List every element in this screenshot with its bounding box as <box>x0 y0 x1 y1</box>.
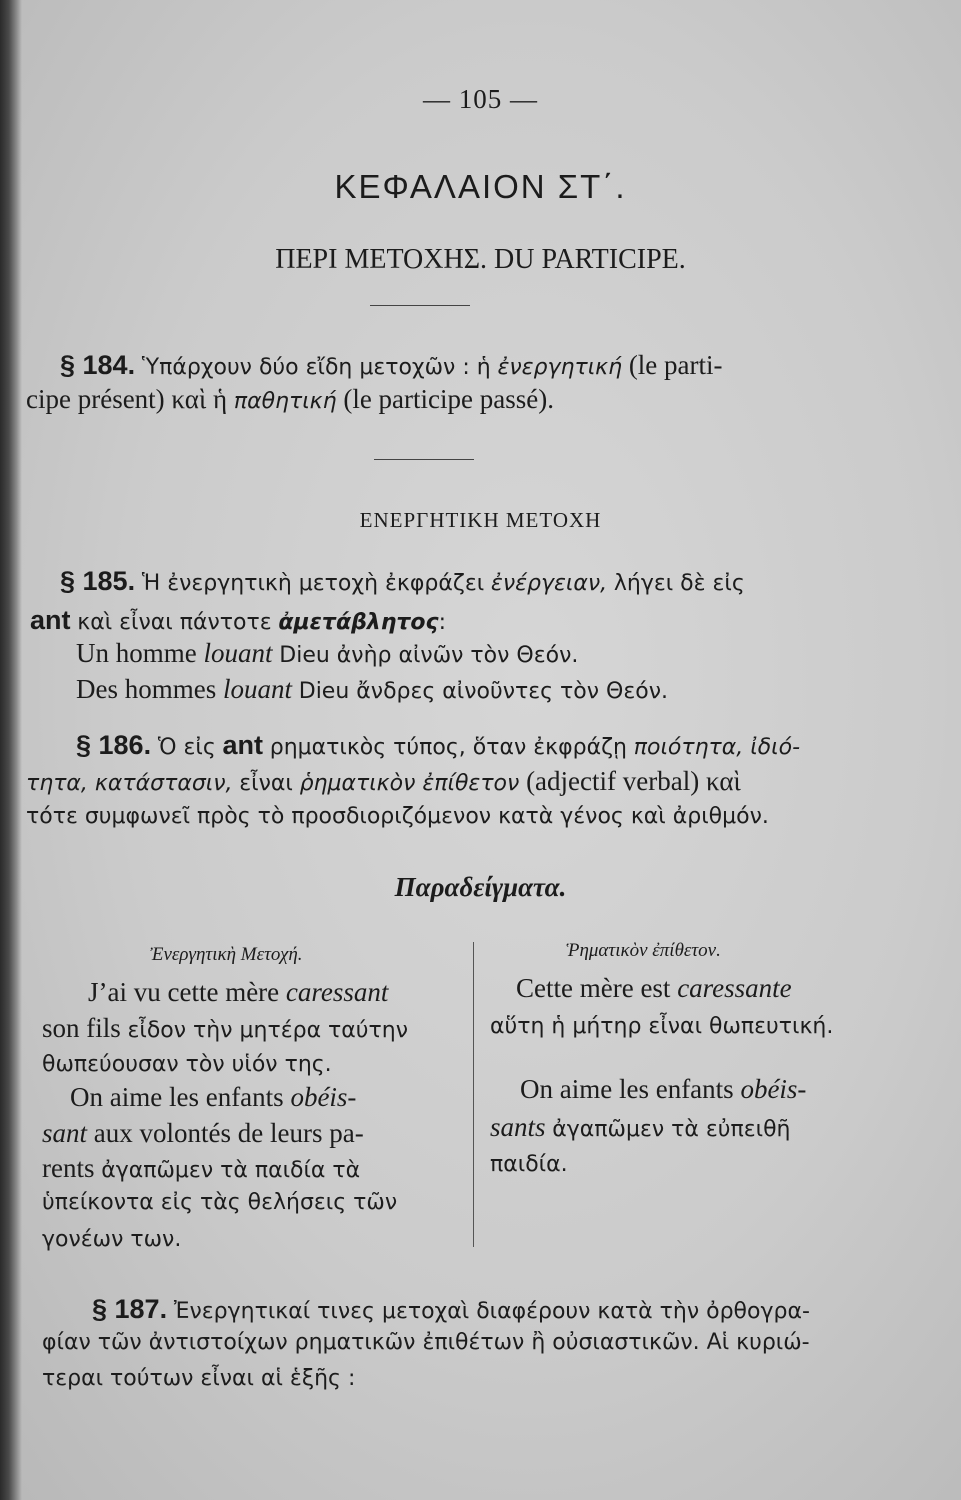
example-185-1: Un homme louant Dieu ἀνὴρ αἰνῶν τὸν Θεόν. <box>76 638 579 668</box>
divider-rule <box>374 459 474 460</box>
section-number-185: § 185. <box>60 566 136 596</box>
example-185-2: Des hommes louant Dieu ἄνδρες αἰνοῦντες τὸν Θεόν. <box>76 674 668 704</box>
left-example-1-line-2: son fils εἶδον τὴν μητέρα ταύτην <box>42 1013 409 1043</box>
right-example-2-line-2: sants ἀγαπῶμεν τὰ εὐπειθῆ <box>490 1112 791 1142</box>
paragraph-185-line-2: ant καὶ εἶναι πάντοτε ἀμετάβλητος: <box>30 605 447 635</box>
section-number-184: § 184. <box>60 350 136 380</box>
left-example-2-line-1: On aime les enfants obéis- <box>70 1082 357 1112</box>
page-number: — 105 — <box>423 84 538 114</box>
paragraph-187-line-2: φίαν τῶν ἀντιστοίχων ρηματικῶν ἐπιθέτων ἢ οὐσιαστικῶν. Αἱ κυριώ- <box>42 1330 810 1355</box>
chapter-subtitle: ΠΕΡΙ ΜΕΤΟΧΗΣ. DU PARTICIPE. <box>275 244 686 275</box>
left-example-2-line-2: sant aux volontés de leurs pa- <box>42 1118 364 1148</box>
examples-heading: Παραδείγματα. <box>394 872 567 902</box>
paragraph-185-line-1: § 185. Ἡ ἐνεργητικὴ μετοχὴ ἐκφράζει ἐνέργειαν, λήγει δὲ εἰς <box>60 566 745 596</box>
paragraph-187-line-3: τεραι τούτων εἶναι αἱ ἑξῆς : <box>42 1366 356 1391</box>
left-example-2-line-4: ὑπείκοντα εἰς τὰς θελήσεις τῶν <box>42 1190 398 1215</box>
section-number-187: § 187. <box>92 1294 168 1324</box>
left-example-1-line-1: J’ai vu cette mère caressant <box>88 977 389 1007</box>
book-spine-shadow <box>0 0 22 1500</box>
left-example-1-line-3: θωπεύουσαν τὸν υἱόν της. <box>42 1052 332 1077</box>
right-column-heading: Ῥηματικὸν ἐπίθετον. <box>566 940 721 961</box>
paragraph-187-line-1: § 187. Ἐνεργητικαί τινες μετοχαὶ διαφέρουν κατὰ τὴν ὀρθογρα- <box>92 1294 810 1324</box>
chapter-title: ΚΕΦΑΛΑΙΟΝ ΣΤ΄. <box>334 168 627 205</box>
left-example-2-line-5: γονέων των. <box>42 1227 182 1252</box>
paragraph-184-line-1: § 184. Ὑπάρχουν δύο εἴδη μετοχῶν : ἡ ἐνεργητική (le parti- <box>60 350 723 380</box>
section-number-186: § 186. <box>76 730 152 760</box>
paragraph-184-line-2: cipe présent) καὶ ἡ παθητική (le participe passé). <box>26 384 554 414</box>
right-example-1-line-1: Cette mère est caressante <box>516 973 792 1003</box>
paragraph-186-line-1: § 186. Ὁ εἰς ant ρηματικὸς τύπος, ὅταν ἐκφράζῃ ποιότητα, ἰδιό- <box>76 730 801 760</box>
left-example-2-line-3: rents ἀγαπῶμεν τὰ παιδία τὰ <box>42 1153 361 1183</box>
paragraph-186-line-2: τητα, κατάστασιν, εἶναι ῥηματικὸν ἐπίθετον (adjectif verbal) καὶ <box>26 766 741 796</box>
right-example-2-line-1: On aime les enfants obéis- <box>520 1074 807 1104</box>
paragraph-186-line-3: τότε συμφωνεῖ πρὸς τὸ προσδιοριζόμενον κατὰ γένος καὶ ἀριθμόν. <box>26 804 769 829</box>
section-heading: ΕΝΕΡΓΗΤΙΚΗ ΜΕΤΟΧΗ <box>359 508 602 532</box>
divider-rule <box>370 305 470 306</box>
left-column-heading: Ἐνεργητικὴ Μετοχή. <box>150 944 303 965</box>
right-example-2-line-3: παιδία. <box>490 1152 568 1177</box>
right-example-1-line-2: αὕτη ἡ μήτηρ εἶναι θωπευτική. <box>490 1014 834 1039</box>
column-divider <box>473 942 474 1247</box>
